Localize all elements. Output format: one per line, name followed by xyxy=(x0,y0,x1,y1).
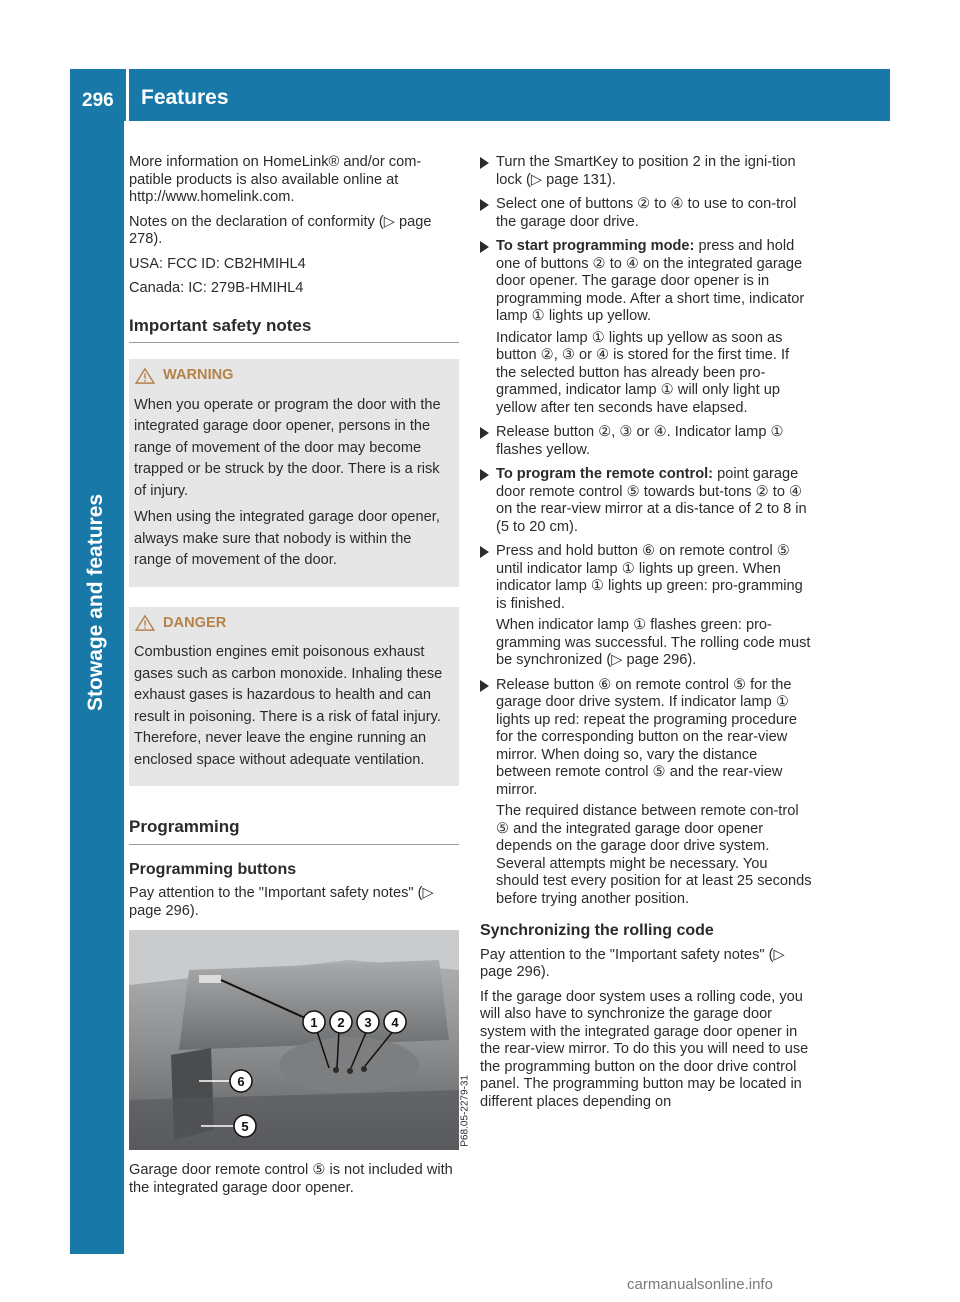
step-rest: press and hold one of buttons ② to ④ on the integrated garage door opener. The garage door opener is in programming mode. After a short time, indicator lamp ① lights up yellow. xyxy=(496,238,805,324)
warning-header xyxy=(134,367,449,385)
step-text xyxy=(496,238,812,326)
step-turn-smartkey xyxy=(480,154,812,189)
step-bold-lead: To program the remote control: xyxy=(496,466,714,482)
step-text: Press and hold button ⑥ on remote control ⑤ until indicator lamp ① lights up green. When indicator lamp ① lights up green: pro-gramming is finished. xyxy=(496,543,803,612)
step-arrow-icon xyxy=(480,680,489,692)
step-arrow-icon xyxy=(480,199,489,211)
svg-text:6: 6 xyxy=(237,1074,245,1089)
step-text: Select one of buttons ② to ④ to use to con-trol the garage door drive. xyxy=(496,196,797,230)
step-bold-lead: To start programming mode: xyxy=(496,238,695,254)
intro-homelink: More information on HomeLink® and/or com-patible products is also available online at http://www.homelink.com. xyxy=(129,154,422,205)
step-arrow-icon xyxy=(480,241,489,253)
step-select-button xyxy=(480,196,812,231)
mirror-illustration xyxy=(129,930,459,1150)
step-text-detail: Indicator lamp ① lights up yellow as soon as button ②, ③ or ④ is stored for the first time. If the selected button has already been pro-grammed, indicator lamp ① will only light up yellow after ten seconds have elapsed. xyxy=(496,329,790,416)
programming-heading: Programming xyxy=(129,806,459,845)
step-text xyxy=(496,466,812,536)
sync-text-1: Pay attention to the "Important safety notes" (▷ page 296). xyxy=(480,946,785,980)
step-text: Release button ②, ③ or ④. Indicator lamp ① flashes yellow. xyxy=(496,424,784,458)
intro-fcc: USA: FCC ID: CB2HMIHL4 xyxy=(129,255,306,272)
step-arrow-icon xyxy=(480,427,489,439)
intro-conformity: Notes on the declaration of conformity (▷ page 278). xyxy=(129,213,432,247)
danger-text: Combustion engines emit poisonous exhaust gases such as carbon monoxide. Inhaling these exhaust gases is hazardous to health and can result in poisoning. There is a risk of fatal injury. Therefore, never leave the engine running an enclosed space without adequate ventilation. xyxy=(134,644,443,768)
step-release-button xyxy=(480,424,812,459)
sync-text-2: If the garage door system uses a rolling code, you will also have to synchronize the garage door system with the integrated garage door opener in the rear-view mirror. To do this you will need to use the programming button on the door drive control panel. The programming button may be located in different places depending on xyxy=(480,988,809,1110)
step-start-programming xyxy=(480,238,812,417)
photo-caption: Garage door remote control ⑤ is not included with the integrated garage door opener. xyxy=(129,1162,453,1196)
step-text-detail: The required distance between remote con-trol ⑤ and the integrated garage door opener depends on the garage door drive system. Several attempts might be necessary. You should test every position for at least 25 seconds before trying another position. xyxy=(496,803,812,907)
svg-text:5: 5 xyxy=(241,1119,249,1134)
programming-buttons-heading: Programming buttons xyxy=(129,860,297,878)
warning-text-1: When you operate or program the door with the integrated garage door opener, persons in the range of movement of the door may become trapped or be struck by the door. There is a risk of injury. xyxy=(134,396,441,499)
header-divider xyxy=(126,69,129,121)
step-press-hold xyxy=(480,543,812,670)
step-arrow-icon xyxy=(480,157,489,169)
page-title: Features xyxy=(141,86,229,109)
right-column xyxy=(480,154,812,1118)
danger-header xyxy=(134,615,449,633)
step-text: Release button ⑥ on remote control ⑤ for the garage door drive system. If indicator lamp ① lights up red: repeat the programing procedure for the corresponding button on the rear-view mirror. When doing so, vary the distance between remote control ⑤ and the rear-view mirror. xyxy=(496,676,797,798)
danger-box xyxy=(129,607,459,787)
warning-box xyxy=(129,359,459,587)
programming-buttons-text: Pay attention to the "Important safety notes" (▷ page 296). xyxy=(129,885,434,919)
safety-heading: Important safety notes xyxy=(129,305,459,344)
left-column xyxy=(129,154,471,1204)
side-tab-label-wrap xyxy=(70,121,124,711)
side-tab-label: Stowage and features xyxy=(84,493,107,711)
svg-text:3: 3 xyxy=(364,1015,372,1030)
step-rest: point garage door remote control ⑤ towards but-tons ② to ④ on the rear-view mirror at a dis-tance of 2 to 8 in (5 to 20 cm). xyxy=(496,466,807,535)
warning-text-2: When using the integrated garage door opener, always make sure that nobody is within the range of movement of the door. xyxy=(134,509,440,568)
sync-heading: Synchronizing the rolling code xyxy=(480,922,714,939)
warning-triangle-icon xyxy=(134,368,156,384)
photo-credit: P68.05-2279-31 xyxy=(460,1075,471,1147)
svg-text:4: 4 xyxy=(391,1015,399,1030)
step-text: Turn the SmartKey to position 2 in the igni-tion lock (▷ page 131). xyxy=(496,154,796,188)
svg-text:1: 1 xyxy=(310,1015,318,1030)
warning-label: WARNING xyxy=(163,367,234,383)
intro-ic: Canada: IC: 279B-HMIHL4 xyxy=(129,280,304,296)
step-release-remote xyxy=(480,677,812,909)
danger-label: DANGER xyxy=(163,614,227,631)
danger-triangle-icon xyxy=(134,615,156,631)
svg-text:2: 2 xyxy=(337,1015,345,1030)
step-text-detail: When indicator lamp ① flashes green: pro-gramming was successful. The rolling code must be synchronized (▷ page 296). xyxy=(496,617,811,668)
watermark: carmanualsonline.info xyxy=(627,1276,773,1293)
rear-view-mirror-photo xyxy=(129,930,471,1150)
page-number: 296 xyxy=(82,90,114,111)
step-arrow-icon xyxy=(480,469,489,481)
step-arrow-icon xyxy=(480,546,489,558)
step-program-remote xyxy=(480,466,812,536)
